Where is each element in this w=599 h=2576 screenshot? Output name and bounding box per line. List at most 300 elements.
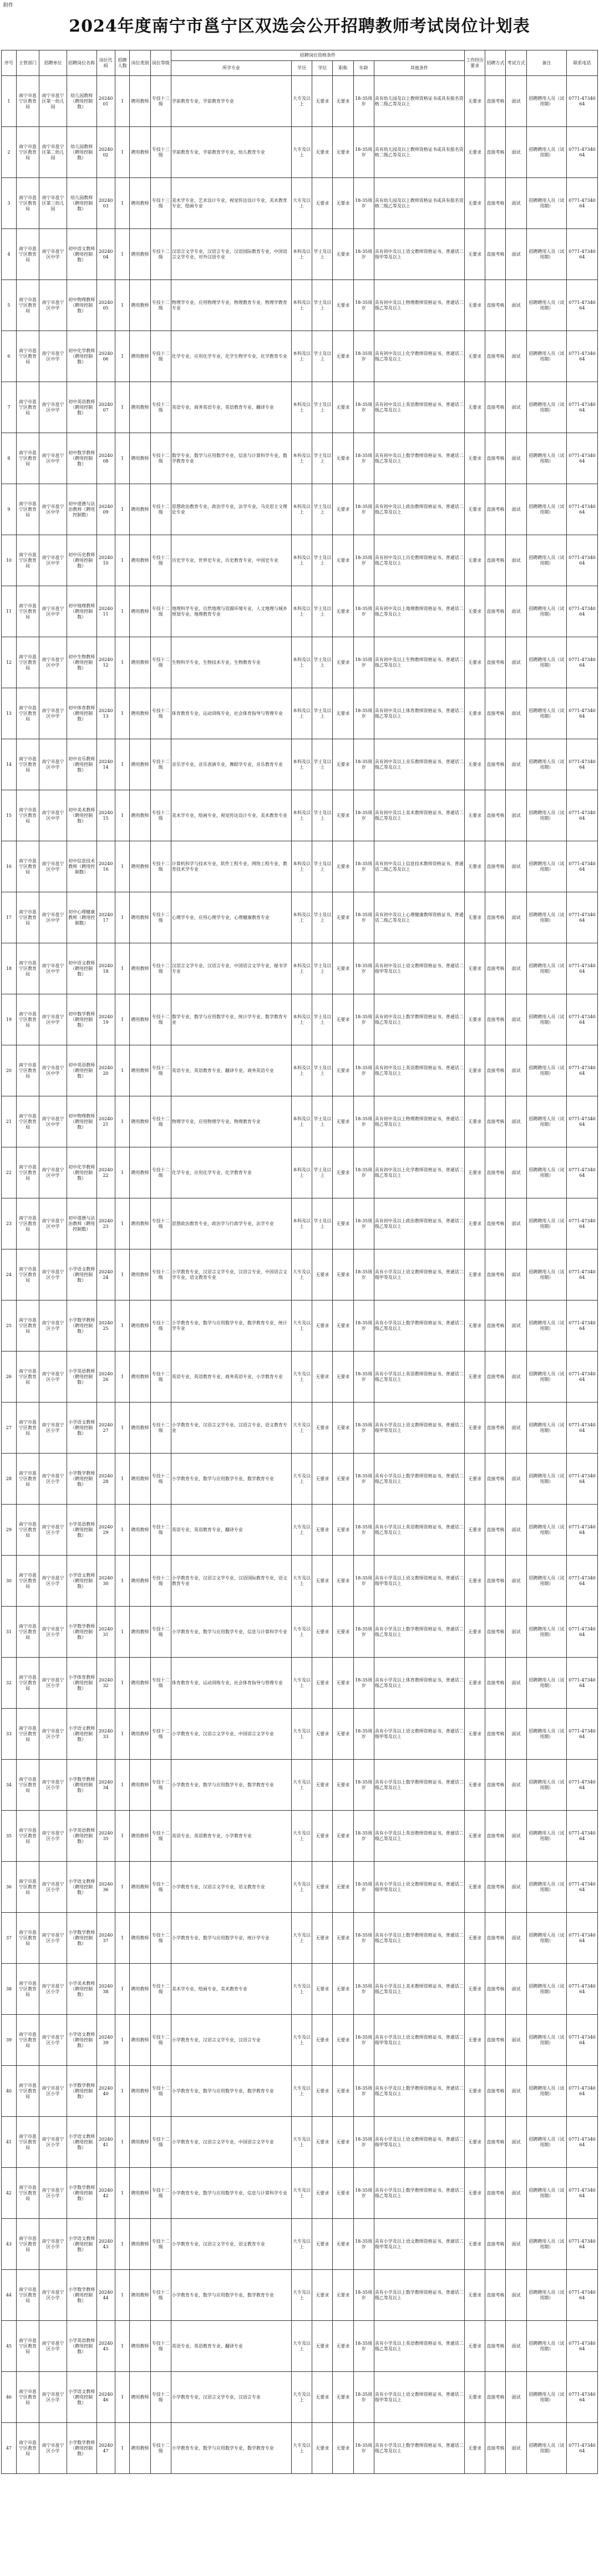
cell-count: 1 xyxy=(115,688,130,739)
cell-major: 化学专业，应用化学专业，化学教育专业 xyxy=(171,1147,291,1198)
cell-unit: 南宁市邕宁区小学 xyxy=(39,1351,67,1403)
cell-remark: 招聘聘用人员（试用期） xyxy=(526,1811,566,1862)
cell-dept: 南宁市邕宁区教育局 xyxy=(16,2219,39,2270)
table-row xyxy=(2,2066,598,2117)
cell-code: 2024037 xyxy=(97,1913,115,1964)
cell-exam: 面试 xyxy=(506,2066,526,2117)
col-post: 招聘岗位名称 xyxy=(67,50,97,76)
cell-title: 无要求 xyxy=(333,1351,353,1403)
cell-unit: 南宁市邕宁区中学 xyxy=(39,892,67,943)
cell-level: 专技十二级 xyxy=(150,1709,171,1760)
cell-unit: 南宁市邕宁区第二幼儿园 xyxy=(39,127,67,178)
cell-work: 无要求 xyxy=(465,1249,485,1300)
cell-no: 40 xyxy=(2,2066,17,2117)
cell-work: 无要求 xyxy=(465,1403,485,1454)
cell-major: 生物科学专业，生物技术专业，生物教育专业 xyxy=(171,637,291,688)
cell-no: 2 xyxy=(2,127,17,178)
cell-major: 小学教育专业，汉语言文学专业，中国语言文学专业 xyxy=(171,2117,291,2168)
cell-post: 小学英语教师（聘用控制数） xyxy=(67,1351,97,1403)
cell-major: 小学教育专业，汉语言文学专业，汉语言专业 xyxy=(171,2015,291,2066)
cell-no: 38 xyxy=(2,1964,17,2015)
cell-code: 2024002 xyxy=(97,127,115,178)
cell-level: 专技十三级 xyxy=(150,127,171,178)
cell-age: 18-35周岁 xyxy=(353,1096,374,1147)
cell-unit: 南宁市邕宁区小学 xyxy=(39,2066,67,2117)
cell-title: 无要求 xyxy=(333,637,353,688)
cell-title: 无要求 xyxy=(333,1045,353,1096)
cell-post: 小学语文教师（聘用控制数） xyxy=(67,1249,97,1300)
cell-age: 18-35周岁 xyxy=(353,1811,374,1862)
cell-title: 无要求 xyxy=(333,790,353,841)
cell-degree: 无要求 xyxy=(312,2117,333,2168)
cell-remark: 招聘聘用人员（试用期） xyxy=(526,433,566,484)
cell-title: 无要求 xyxy=(333,484,353,535)
cell-remark: 招聘聘用人员（试用期） xyxy=(526,2015,566,2066)
table-row xyxy=(2,1147,598,1198)
cell-other: 具有小学及以上语文教师资格证书，普通话二级甲等及以上 xyxy=(374,2372,464,2423)
cell-title: 无要求 xyxy=(333,2372,353,2423)
cell-degree: 学士及以上 xyxy=(312,484,333,535)
cell-count: 1 xyxy=(115,1862,130,1913)
cell-title: 无要求 xyxy=(333,2423,353,2474)
cell-no: 12 xyxy=(2,637,17,688)
cell-major: 小学教育专业，汉语言文学专业，汉语国际教育专业，语文教育专业 xyxy=(171,1556,291,1607)
cell-remark: 招聘聘用人员（试用期） xyxy=(526,2168,566,2219)
cell-count: 1 xyxy=(115,2372,130,2423)
cell-type: 聘用教师 xyxy=(130,841,150,892)
cell-code: 2024039 xyxy=(97,2015,115,2066)
cell-dept: 南宁市邕宁区教育局 xyxy=(16,2168,39,2219)
cell-level: 专技十二级 xyxy=(150,943,171,994)
cell-code: 2024044 xyxy=(97,2270,115,2321)
cell-exam: 面试 xyxy=(506,586,526,637)
cell-age: 18-35周岁 xyxy=(353,382,374,433)
cell-degree: 无要求 xyxy=(312,1709,333,1760)
cell-type: 聘用教师 xyxy=(130,2372,150,2423)
table-row xyxy=(2,331,598,382)
cell-exam: 面试 xyxy=(506,1045,526,1096)
cell-count: 1 xyxy=(115,1300,130,1351)
cell-major: 英语专业，英语教育专业，翻译专业，商务英语专业 xyxy=(171,1045,291,1096)
cell-unit: 南宁市邕宁区中学 xyxy=(39,943,67,994)
cell-major: 英语专业，英语教育专业，翻译专业 xyxy=(171,1505,291,1556)
cell-remark: 招聘聘用人员（试用期） xyxy=(526,943,566,994)
cell-level: 专技十二级 xyxy=(150,2372,171,2423)
col-group-requirements: 招聘岗位资格条件 xyxy=(171,50,464,61)
cell-level: 专技十二级 xyxy=(150,1913,171,1964)
cell-remark: 招聘聘用人员（试用期） xyxy=(526,1760,566,1811)
cell-work: 无要求 xyxy=(465,2015,485,2066)
cell-count: 1 xyxy=(115,1454,130,1505)
cell-remark: 招聘聘用人员（试用期） xyxy=(526,484,566,535)
cell-age: 18-35周岁 xyxy=(353,331,374,382)
cell-dept: 南宁市邕宁区教育局 xyxy=(16,1658,39,1709)
cell-level: 专技十二级 xyxy=(150,2423,171,2474)
cell-type: 聘用教师 xyxy=(130,1454,150,1505)
cell-exam: 面试 xyxy=(506,2168,526,2219)
cell-code: 2024003 xyxy=(97,178,115,229)
cell-work: 无要求 xyxy=(465,1351,485,1403)
cell-no: 46 xyxy=(2,2372,17,2423)
cell-unit: 南宁市邕宁区中学 xyxy=(39,382,67,433)
cell-count: 1 xyxy=(115,127,130,178)
cell-exam: 面试 xyxy=(506,943,526,994)
cell-post: 小学数学教师（聘用控制数） xyxy=(67,1607,97,1658)
cell-dept: 南宁市邕宁区教育局 xyxy=(16,382,39,433)
cell-no: 19 xyxy=(2,994,17,1045)
cell-title: 无要求 xyxy=(333,1505,353,1556)
cell-type: 聘用教师 xyxy=(130,1505,150,1556)
table-header xyxy=(2,50,598,76)
cell-major: 体育教育专业，运动训练专业，社会体育指导与管理专业 xyxy=(171,688,291,739)
cell-dept: 南宁市邕宁区教育局 xyxy=(16,1403,39,1454)
cell-other: 具有小学及以上数学教师资格证书，普通话二级乙等及以上 xyxy=(374,1913,464,1964)
cell-other: 具有幼儿园及以上教师资格证书或具有报名资格二级乙等及以上 xyxy=(374,76,464,127)
cell-other: 具有小学及以上英语教师资格证书，普通话二级乙等及以上 xyxy=(374,1811,464,1862)
table-row xyxy=(2,229,598,280)
table-row xyxy=(2,2270,598,2321)
cell-other: 具有小学及以上语文教师资格证书，普通话二级甲等及以上 xyxy=(374,1249,464,1300)
cell-contact: 0771-4734064 xyxy=(567,1454,598,1505)
cell-post: 小学英语教师（聘用控制数） xyxy=(67,1811,97,1862)
cell-major: 物理学专业，应用物理学专业，物理教育专业，物理学教育专业 xyxy=(171,280,291,331)
cell-contact: 0771-4734064 xyxy=(567,1351,598,1403)
cell-nature: 直接考核 xyxy=(485,2015,506,2066)
cell-level: 专技十二级 xyxy=(150,2270,171,2321)
cell-nature: 直接考核 xyxy=(485,688,506,739)
cell-type: 聘用教师 xyxy=(130,2015,150,2066)
cell-post: 初中数学教师（聘用控制数） xyxy=(67,994,97,1045)
cell-exam: 面试 xyxy=(506,1505,526,1556)
cell-exam: 面试 xyxy=(506,280,526,331)
cell-no: 41 xyxy=(2,2117,17,2168)
cell-post: 小学语文教师（聘用控制数） xyxy=(67,1556,97,1607)
cell-code: 2024041 xyxy=(97,2117,115,2168)
cell-post: 初中历史教师（聘用控制数） xyxy=(67,535,97,586)
cell-type: 聘用教师 xyxy=(130,178,150,229)
cell-post: 初中物理教师（聘用控制数） xyxy=(67,280,97,331)
cell-title: 无要求 xyxy=(333,178,353,229)
table-row xyxy=(2,841,598,892)
cell-no: 16 xyxy=(2,841,17,892)
cell-type: 聘用教师 xyxy=(130,1045,150,1096)
cell-major: 音乐学专业，音乐表演专业，舞蹈学专业，音乐教育专业 xyxy=(171,739,291,790)
cell-age: 18-35周岁 xyxy=(353,739,374,790)
cell-edu: 大专及以上 xyxy=(291,1403,312,1454)
cell-contact: 0771-4734064 xyxy=(567,1249,598,1300)
cell-major: 化学专业，应用化学专业，化学生物学专业，化学教育专业 xyxy=(171,331,291,382)
cell-title: 无要求 xyxy=(333,943,353,994)
cell-exam: 面试 xyxy=(506,1607,526,1658)
cell-major: 历史学专业，世界史专业，历史教育专业，中国史专业 xyxy=(171,535,291,586)
cell-degree: 学士及以上 xyxy=(312,637,333,688)
cell-title: 无要求 xyxy=(333,1913,353,1964)
cell-nature: 直接考核 xyxy=(485,382,506,433)
cell-unit: 南宁市邕宁区小学 xyxy=(39,2117,67,2168)
cell-code: 2024005 xyxy=(97,280,115,331)
cell-age: 18-35周岁 xyxy=(353,535,374,586)
cell-contact: 0771-4734064 xyxy=(567,586,598,637)
cell-code: 2024038 xyxy=(97,1964,115,2015)
cell-remark: 招聘聘用人员（试用期） xyxy=(526,1913,566,1964)
cell-post: 初中化学教师（聘用控制数） xyxy=(67,1147,97,1198)
cell-contact: 0771-4734064 xyxy=(567,1862,598,1913)
cell-dept: 南宁市邕宁区教育局 xyxy=(16,1505,39,1556)
cell-age: 18-35周岁 xyxy=(353,2423,374,2474)
cell-contact: 0771-4734064 xyxy=(567,1658,598,1709)
col-count: 招聘人数 xyxy=(115,50,130,76)
cell-post: 小学语文教师（聘用控制数） xyxy=(67,2117,97,2168)
cell-nature: 直接考核 xyxy=(485,2270,506,2321)
cell-post: 初中美术教师（聘用控制数） xyxy=(67,790,97,841)
cell-code: 2024011 xyxy=(97,586,115,637)
cell-degree: 学士及以上 xyxy=(312,1045,333,1096)
cell-contact: 0771-4734064 xyxy=(567,1403,598,1454)
cell-post: 小学体育教师（聘用控制数） xyxy=(67,1658,97,1709)
col-edu: 学历 xyxy=(291,61,312,76)
cell-code: 2024028 xyxy=(97,1454,115,1505)
cell-level: 专技十二级 xyxy=(150,892,171,943)
cell-no: 24 xyxy=(2,1249,17,1300)
cell-exam: 面试 xyxy=(506,382,526,433)
cell-age: 18-35周岁 xyxy=(353,1862,374,1913)
cell-contact: 0771-4734064 xyxy=(567,1045,598,1096)
cell-unit: 南宁市邕宁区小学 xyxy=(39,2219,67,2270)
col-type: 岗位类别 xyxy=(130,50,150,76)
cell-code: 2024006 xyxy=(97,331,115,382)
cell-age: 18-35周岁 xyxy=(353,2117,374,2168)
cell-post: 小学数学教师（聘用控制数） xyxy=(67,1454,97,1505)
cell-nature: 直接考核 xyxy=(485,1454,506,1505)
table-row xyxy=(2,943,598,994)
cell-nature: 直接考核 xyxy=(485,1862,506,1913)
cell-unit: 南宁市邕宁区第三幼儿园 xyxy=(39,178,67,229)
cell-edu: 大专及以上 xyxy=(291,1351,312,1403)
cell-type: 聘用教师 xyxy=(130,586,150,637)
cell-title: 无要求 xyxy=(333,1709,353,1760)
cell-work: 无要求 xyxy=(465,994,485,1045)
cell-nature: 直接考核 xyxy=(485,2117,506,2168)
cell-level: 专技十二级 xyxy=(150,1505,171,1556)
cell-type: 聘用教师 xyxy=(130,1658,150,1709)
cell-title: 无要求 xyxy=(333,1964,353,2015)
cell-count: 1 xyxy=(115,280,130,331)
cell-level: 专技十二级 xyxy=(150,229,171,280)
cell-other: 具有小学及以上数学教师资格证书，普通话二级乙等及以上 xyxy=(374,2423,464,2474)
cell-edu: 本科及以上 xyxy=(291,994,312,1045)
cell-nature: 直接考核 xyxy=(485,1556,506,1607)
cell-other: 具有初中及以上化学教师资格证书，普通话二级乙等及以上 xyxy=(374,331,464,382)
cell-contact: 0771-4734064 xyxy=(567,1760,598,1811)
cell-major: 体育教育专业，运动训练专业，社会体育指导与管理专业 xyxy=(171,1658,291,1709)
cell-remark: 招聘聘用人员（试用期） xyxy=(526,280,566,331)
cell-contact: 0771-4734064 xyxy=(567,637,598,688)
cell-count: 1 xyxy=(115,2168,130,2219)
cell-dept: 南宁市邕宁区教育局 xyxy=(16,1709,39,1760)
cell-other: 具有小学及以上语文教师资格证书，普通话二级甲等及以上 xyxy=(374,1709,464,1760)
cell-major: 心理学专业，应用心理学专业，心理健康教育专业 xyxy=(171,892,291,943)
cell-remark: 招聘聘用人员（试用期） xyxy=(526,2372,566,2423)
cell-no: 23 xyxy=(2,1198,17,1249)
cell-post: 小学语文教师（聘用控制数） xyxy=(67,2372,97,2423)
cell-contact: 0771-4734064 xyxy=(567,433,598,484)
cell-dept: 南宁市邕宁区教育局 xyxy=(16,1556,39,1607)
cell-remark: 招聘聘用人员（试用期） xyxy=(526,841,566,892)
cell-type: 聘用教师 xyxy=(130,637,150,688)
cell-post: 小学语文教师（聘用控制数） xyxy=(67,2015,97,2066)
cell-title: 无要求 xyxy=(333,1147,353,1198)
cell-exam: 面试 xyxy=(506,1198,526,1249)
cell-unit: 南宁市邕宁区小学 xyxy=(39,1709,67,1760)
cell-type: 聘用教师 xyxy=(130,2219,150,2270)
cell-contact: 0771-4734064 xyxy=(567,790,598,841)
cell-major: 小学教育专业，数学与应用数学专业，信息与计算科学专业 xyxy=(171,1607,291,1658)
cell-count: 1 xyxy=(115,2423,130,2474)
cell-level: 专技十二级 xyxy=(150,382,171,433)
cell-title: 无要求 xyxy=(333,76,353,127)
cell-work: 无要求 xyxy=(465,331,485,382)
cell-unit: 南宁市邕宁区中学 xyxy=(39,280,67,331)
cell-nature: 直接考核 xyxy=(485,1403,506,1454)
cell-other: 具有幼儿园及以上教师资格证书或具有报名资格二级乙等及以上 xyxy=(374,127,464,178)
cell-title: 无要求 xyxy=(333,535,353,586)
cell-dept: 南宁市邕宁区教育局 xyxy=(16,841,39,892)
cell-count: 1 xyxy=(115,1198,130,1249)
table-row xyxy=(2,2423,598,2474)
cell-edu: 大专及以上 xyxy=(291,2015,312,2066)
cell-degree: 学士及以上 xyxy=(312,994,333,1045)
cell-post: 小学英语教师（聘用控制数） xyxy=(67,1505,97,1556)
table-row xyxy=(2,1658,598,1709)
cell-dept: 南宁市邕宁区教育局 xyxy=(16,943,39,994)
cell-other: 具有初中及以上英语教师资格证书，普通话二级乙等及以上 xyxy=(374,382,464,433)
cell-type: 聘用教师 xyxy=(130,943,150,994)
cell-remark: 招聘聘用人员（试用期） xyxy=(526,1964,566,2015)
cell-count: 1 xyxy=(115,484,130,535)
cell-edu: 本科及以上 xyxy=(291,382,312,433)
cell-count: 1 xyxy=(115,1607,130,1658)
cell-major: 小学教育专业，汉语言文学专业，汉语言专业 xyxy=(171,2372,291,2423)
cell-dept: 南宁市邕宁区教育局 xyxy=(16,1198,39,1249)
cell-edu: 本科及以上 xyxy=(291,280,312,331)
cell-edu: 大专及以上 xyxy=(291,2321,312,2372)
cell-other: 具有小学及以上语文教师资格证书，普通话二级甲等及以上 xyxy=(374,1403,464,1454)
table-row xyxy=(2,1505,598,1556)
cell-exam: 面试 xyxy=(506,2270,526,2321)
cell-edu: 大专及以上 xyxy=(291,2423,312,2474)
cell-degree: 无要求 xyxy=(312,1964,333,2015)
cell-post: 初中心理健康教师（聘用控制数） xyxy=(67,892,97,943)
cell-level: 专技十二级 xyxy=(150,1760,171,1811)
cell-remark: 招聘聘用人员（试用期） xyxy=(526,1147,566,1198)
cell-count: 1 xyxy=(115,1658,130,1709)
cell-type: 聘用教师 xyxy=(130,1964,150,2015)
cell-contact: 0771-4734064 xyxy=(567,1198,598,1249)
cell-age: 18-35周岁 xyxy=(353,2015,374,2066)
cell-unit: 南宁市邕宁区中学 xyxy=(39,1045,67,1096)
cell-age: 18-35周岁 xyxy=(353,1403,374,1454)
cell-nature: 直接考核 xyxy=(485,739,506,790)
cell-no: 28 xyxy=(2,1454,17,1505)
cell-no: 15 xyxy=(2,790,17,841)
cell-count: 1 xyxy=(115,790,130,841)
cell-type: 聘用教师 xyxy=(130,1249,150,1300)
cell-contact: 0771-4734064 xyxy=(567,1607,598,1658)
cell-edu: 大专及以上 xyxy=(291,1709,312,1760)
table-body xyxy=(2,76,598,2474)
cell-dept: 南宁市邕宁区教育局 xyxy=(16,1300,39,1351)
cell-dept: 南宁市邕宁区教育局 xyxy=(16,2066,39,2117)
cell-other: 具有小学及以上英语教师资格证书，普通话二级乙等及以上 xyxy=(374,2321,464,2372)
table-row xyxy=(2,892,598,943)
cell-post: 初中信息技术教师（聘用控制数） xyxy=(67,841,97,892)
cell-major: 物理学专业，应用物理学专业，物理教育专业 xyxy=(171,1096,291,1147)
table-row xyxy=(2,637,598,688)
cell-age: 18-35周岁 xyxy=(353,1249,374,1300)
cell-other: 具有初中及以上数学教师资格证书，普通话二级乙等及以上 xyxy=(374,994,464,1045)
cell-age: 18-35周岁 xyxy=(353,2219,374,2270)
cell-type: 聘用教师 xyxy=(130,1556,150,1607)
cell-contact: 0771-4734064 xyxy=(567,178,598,229)
cell-edu: 大专及以上 xyxy=(291,2066,312,2117)
cell-other: 具有初中及以上美术教师资格证书，普通话二级乙等及以上 xyxy=(374,790,464,841)
table-row xyxy=(2,1198,598,1249)
cell-degree: 无要求 xyxy=(312,1351,333,1403)
cell-exam: 面试 xyxy=(506,1811,526,1862)
cell-dept: 南宁市邕宁区教育局 xyxy=(16,1351,39,1403)
cell-exam: 面试 xyxy=(506,331,526,382)
cell-edu: 本科及以上 xyxy=(291,229,312,280)
cell-nature: 直接考核 xyxy=(485,1709,506,1760)
cell-unit: 南宁市邕宁区小学 xyxy=(39,1913,67,1964)
cell-age: 18-35周岁 xyxy=(353,2321,374,2372)
cell-level: 专技十二级 xyxy=(150,535,171,586)
cell-post: 小学语文教师（聘用控制数） xyxy=(67,1862,97,1913)
cell-work: 无要求 xyxy=(465,1709,485,1760)
cell-exam: 面试 xyxy=(506,1454,526,1505)
cell-contact: 0771-4734064 xyxy=(567,382,598,433)
cell-no: 13 xyxy=(2,688,17,739)
cell-type: 聘用教师 xyxy=(130,1862,150,1913)
cell-major: 小学教育专业，汉语言文学专业，汉语言专业，语文教育专业 xyxy=(171,1403,291,1454)
cell-title: 无要求 xyxy=(333,1300,353,1351)
cell-nature: 直接考核 xyxy=(485,2219,506,2270)
cell-type: 聘用教师 xyxy=(130,229,150,280)
cell-post: 初中生物教师（聘用控制数） xyxy=(67,637,97,688)
cell-no: 1 xyxy=(2,76,17,127)
cell-code: 2024035 xyxy=(97,1811,115,1862)
cell-contact: 0771-4734064 xyxy=(567,2321,598,2372)
cell-degree: 无要求 xyxy=(312,2219,333,2270)
cell-title: 无要求 xyxy=(333,331,353,382)
cell-edu: 大专及以上 xyxy=(291,2372,312,2423)
cell-code: 2024021 xyxy=(97,1096,115,1147)
cell-exam: 面试 xyxy=(506,892,526,943)
cell-exam: 面试 xyxy=(506,1096,526,1147)
cell-work: 无要求 xyxy=(465,586,485,637)
cell-exam: 面试 xyxy=(506,1147,526,1198)
cell-code: 2024019 xyxy=(97,994,115,1045)
cell-level: 专技十二级 xyxy=(150,484,171,535)
cell-other: 具有小学及以上语文教师资格证书，普通话二级甲等及以上 xyxy=(374,2219,464,2270)
table-row xyxy=(2,76,598,127)
cell-work: 无要求 xyxy=(465,127,485,178)
cell-dept: 南宁市邕宁区教育局 xyxy=(16,280,39,331)
cell-title: 无要求 xyxy=(333,2066,353,2117)
cell-level: 专技十二级 xyxy=(150,1300,171,1351)
table-row xyxy=(2,2372,598,2423)
cell-remark: 招聘聘用人员（试用期） xyxy=(526,1658,566,1709)
